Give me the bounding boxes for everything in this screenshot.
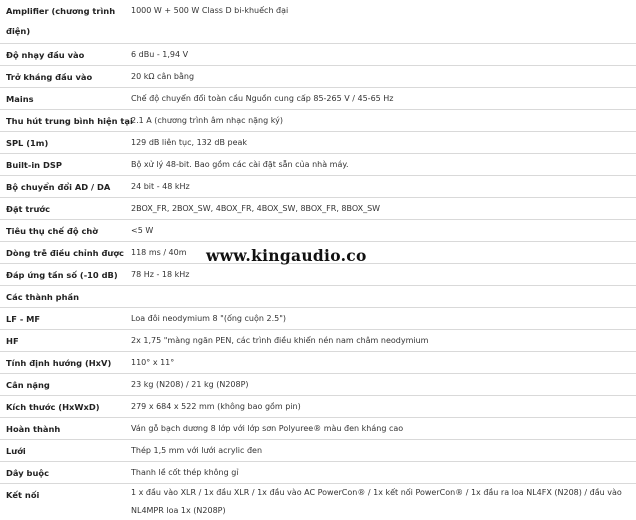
spec-label: Built-in DSP: [6, 160, 62, 170]
spec-label: Trở kháng đầu vào: [6, 72, 93, 82]
spec-value: 129 dB liên tục, 132 dB peak: [131, 138, 248, 147]
spec-row-mains: [0, 88, 636, 110]
spec-row-standby: [0, 220, 636, 242]
spec-label: Các thành phần: [6, 292, 80, 302]
spec-label: LF - MF: [6, 314, 41, 324]
spec-row-directivity: [0, 352, 636, 374]
spec-value: Chế độ chuyển đổi toàn cầu Nguồn cung cấp 85-265 V / 45-65 Hz: [131, 94, 394, 103]
spec-label: Cân nặng: [6, 380, 50, 390]
spec-label: Kích thước (HxWxD): [6, 402, 100, 412]
spec-row-weight: [0, 374, 636, 396]
spec-row-current-draw: [0, 110, 636, 132]
spec-value: Bộ xử lý 48-bit. Bao gồm các cài đặt sẵn của nhà máy.: [131, 160, 349, 169]
spec-value: Thanh lề cốt thép không gỉ: [131, 468, 239, 477]
spec-value: 24 bit - 48 kHz: [131, 182, 190, 191]
spec-value: 118 ms / 40m: [131, 248, 187, 257]
spec-row-spl: [0, 132, 636, 154]
spec-row-connectors: [0, 484, 636, 520]
spec-row-lf-mf: [0, 308, 636, 330]
spec-label: Mains: [6, 94, 34, 104]
spec-label: Dây buộc: [6, 468, 49, 478]
spec-value: Ván gỗ bạch dương 8 lớp với lớp sơn Polyuree® màu đen kháng cao: [131, 424, 404, 433]
spec-row-amplifier: [0, 0, 636, 44]
spec-value: Thép 1,5 mm với lưới acrylic đen: [131, 446, 263, 455]
spec-row-rigging: [0, 462, 636, 484]
spec-value: 1 x đầu vào XLR / 1x đầu XLR / 1x đầu vào AC PowerCon® / 1x kết nối PowerCon® / 1x đầu ra loa NL4FX (N208) / đầu vào NL4MPR loa 1x (N208P): [131, 488, 622, 515]
spec-value: <5 W: [131, 226, 154, 235]
spec-row-hf: [0, 330, 636, 352]
spec-row-dsp: [0, 154, 636, 176]
spec-row-presets: [0, 198, 636, 220]
spec-value: 2BOX_FR, 2BOX_SW, 4BOX_FR, 4BOX_SW, 8BOX_FR, 8BOX_SW: [131, 204, 381, 213]
spec-label: Hoàn thành: [6, 424, 61, 434]
spec-row-grille: [0, 440, 636, 462]
spec-label: Lưới: [6, 446, 26, 456]
spec-value: 6 dBu - 1,94 V: [131, 50, 189, 59]
spec-value: Loa đôi neodymium 8 "(ống cuộn 2.5"): [131, 314, 287, 323]
spec-row-converter: [0, 176, 636, 198]
spec-value: 2x 1,75 "màng ngăn PEN, các trình điều khiển nén nam châm neodymium: [131, 336, 429, 345]
spec-label: Kết nối: [6, 490, 40, 500]
spec-value: 110° x 11°: [131, 358, 175, 367]
spec-row-dimensions: [0, 396, 636, 418]
spec-label: Thu hút trung bình hiện tại: [6, 116, 133, 126]
spec-label: Amplifier (chương trình điện): [6, 6, 116, 36]
spec-label: Tiêu thụ chế độ chờ: [6, 226, 98, 236]
spec-value: 279 x 684 x 522 mm (không bao gồm pin): [131, 402, 301, 411]
spec-value: 78 Hz - 18 kHz: [131, 270, 190, 279]
spec-label: Đáp ứng tần số (-10 dB): [6, 270, 118, 280]
spec-label: Độ nhạy đầu vào: [6, 50, 85, 60]
spec-label: HF: [6, 336, 19, 346]
spec-row-input-impedance: [0, 66, 636, 88]
spec-row-input-sensitivity: [0, 44, 636, 66]
spec-label: SPL (1m): [6, 138, 49, 148]
spec-label: Dòng trễ điều chỉnh được: [6, 248, 124, 258]
spec-row-finish: [0, 418, 636, 440]
spec-label: Bộ chuyển đổi AD / DA: [6, 182, 111, 192]
spec-row-components: [0, 286, 636, 308]
spec-value: 2.1 A (chương trình âm nhạc nặng ký): [131, 116, 283, 125]
spec-value: 23 kg (N208) / 21 kg (N208P): [131, 380, 249, 389]
watermark-text: www.kingaudio.co: [206, 246, 367, 265]
spec-row-frequency: [0, 264, 636, 286]
spec-label: Đặt trước: [6, 204, 50, 214]
spec-label: Tính định hướng (HxV): [6, 358, 112, 368]
spec-value: 1000 W + 500 W Class D bi-khuếch đại: [131, 6, 289, 15]
spec-value: 20 kΩ cân bằng: [131, 72, 195, 81]
